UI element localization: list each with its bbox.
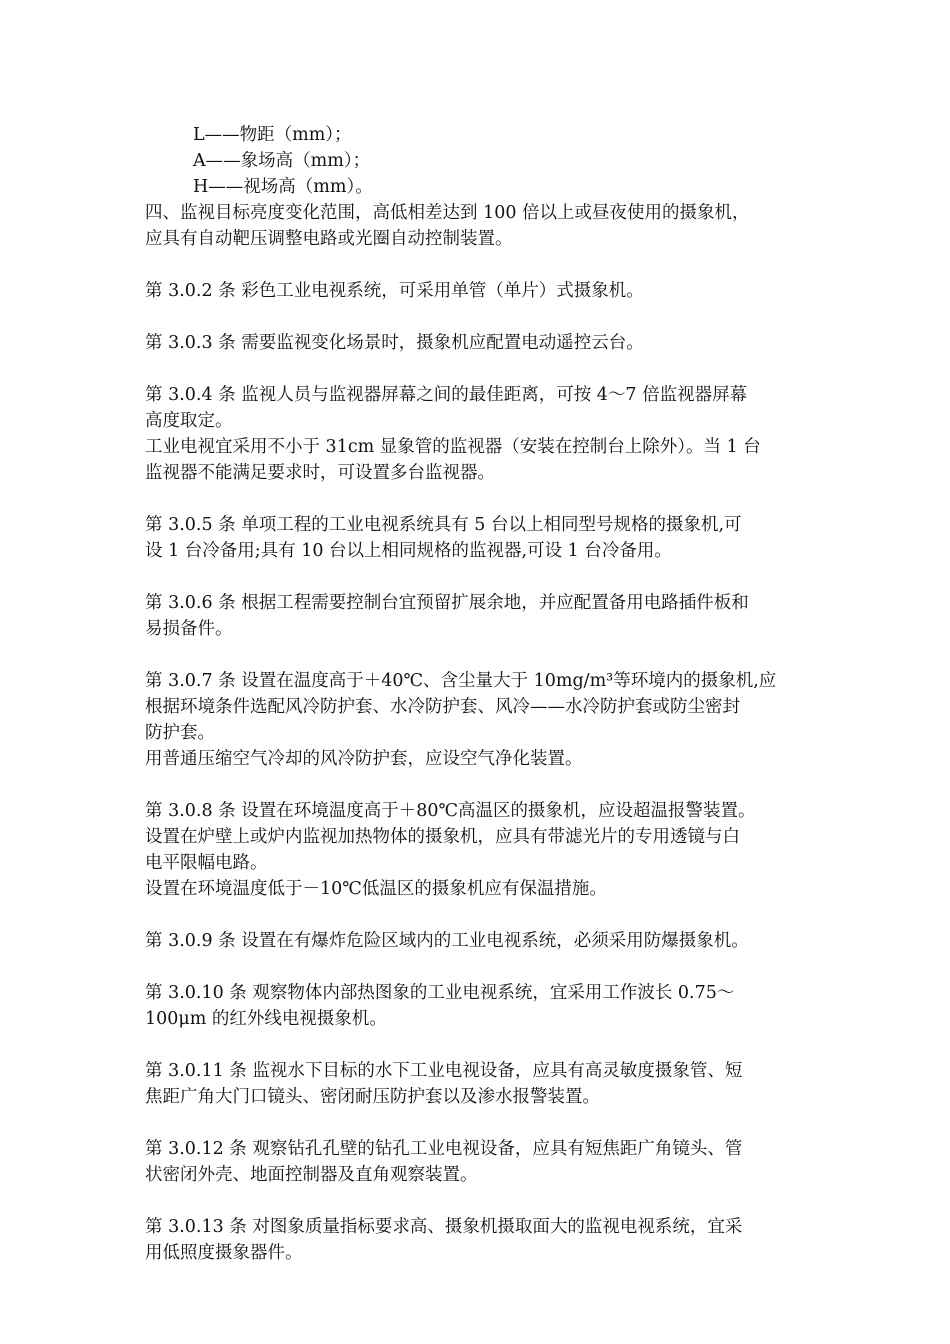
text-line: 第 3.0.9 条 设置在有爆炸危险区域内的工业电视系统，必须采用防爆摄象机。 bbox=[145, 931, 749, 951]
text-line: 第 3.0.2 条 彩色工业电视系统，可采用单管（单片）式摄象机。 bbox=[145, 281, 644, 301]
text-line: 第 3.0.12 条 观察钻孔孔壁的钻孔工业电视设备，应具有短焦距广角镜头、管 bbox=[145, 1139, 743, 1159]
paragraph-gap bbox=[145, 356, 825, 382]
paragraph-gap bbox=[145, 954, 825, 980]
article-paragraph bbox=[145, 382, 825, 486]
article-paragraph bbox=[145, 928, 825, 954]
text-line: 第 3.0.13 条 对图象质量指标要求高、摄象机摄取面大的监视电视系统，宜采 bbox=[145, 1217, 743, 1237]
text-line: 监视器不能满足要求时，可设置多台监视器。 bbox=[145, 463, 495, 483]
text-line: 工业电视宜采用不小于 31cm 显象管的监视器（安装在控制台上除外）。当 1 台 bbox=[145, 437, 761, 457]
article-paragraph bbox=[145, 798, 825, 902]
article-paragraph bbox=[145, 1136, 825, 1188]
article-paragraph bbox=[145, 512, 825, 564]
text-line: 焦距广角大门口镜头、密闭耐压防护套以及渗水报警装置。 bbox=[145, 1087, 600, 1107]
text-line: 四、监视目标亮度变化范围，高低相差达到 100 倍以上或昼夜使用的摄象机， bbox=[145, 203, 750, 223]
text-line: 应具有自动靶压调整电路或光圈自动控制装置。 bbox=[145, 229, 513, 249]
paragraph-gap bbox=[145, 564, 825, 590]
text-line: 100μm 的红外线电视摄象机。 bbox=[145, 1009, 387, 1029]
article-paragraph bbox=[145, 330, 825, 356]
text-line: 易损备件。 bbox=[145, 619, 233, 639]
paragraph-gap bbox=[145, 252, 825, 278]
text-line: 第 3.0.6 条 根据工程需要控制台宜预留扩展余地，并应配置备用电路插件板和 bbox=[145, 593, 749, 613]
article-paragraph bbox=[145, 980, 825, 1032]
definition-item: H——视场高（mm）。 bbox=[193, 177, 373, 197]
paragraph-gap bbox=[145, 902, 825, 928]
text-line: 第 3.0.11 条 监视水下目标的水下工业电视设备，应具有高灵敏度摄象管、短 bbox=[145, 1061, 743, 1081]
article-paragraph bbox=[145, 278, 825, 304]
article-paragraph bbox=[145, 590, 825, 642]
text-line: 高度取定。 bbox=[145, 411, 233, 431]
text-line: 根据环境条件选配风冷防护套、水冷防护套、风冷——水冷防护套或防尘密封 bbox=[145, 697, 740, 717]
text-line: 第 3.0.8 条 设置在环境温度高于＋80℃高温区的摄象机，应设超温报警装置。 bbox=[145, 801, 756, 821]
text-line: 设置在炉壁上或炉内监视加热物体的摄象机，应具有带滤光片的专用透镜与白 bbox=[145, 827, 740, 847]
text-line: 第 3.0.4 条 监视人员与监视器屏幕之间的最佳距离，可按 4～7 倍监视器屏幕 bbox=[145, 385, 748, 405]
text-line: 用低照度摄象器件。 bbox=[145, 1243, 303, 1263]
text-line: 第 3.0.7 条 设置在温度高于＋40℃、含尘量大于 10mg/m³等环境内的摄象机,应 bbox=[145, 671, 777, 691]
paragraph-gap bbox=[145, 1188, 825, 1214]
text-line: 第 3.0.5 条 单项工程的工业电视系统具有 5 台以上相同型号规格的摄象机,可 bbox=[145, 515, 742, 535]
article-paragraph bbox=[145, 1214, 825, 1266]
text-line: 用普通压缩空气冷却的风冷防护套，应设空气净化装置。 bbox=[145, 749, 583, 769]
paragraph-gap bbox=[145, 642, 825, 668]
text-line: 电平限幅电路。 bbox=[145, 853, 268, 873]
text-line: 状密闭外壳、地面控制器及直角观察装置。 bbox=[145, 1165, 478, 1185]
paragraph-gap bbox=[145, 1110, 825, 1136]
text-line: 设 1 台冷备用;具有 10 台以上相同规格的监视器,可设 1 台冷备用。 bbox=[145, 541, 672, 561]
paragraph-gap bbox=[145, 1032, 825, 1058]
article-paragraph bbox=[145, 200, 825, 252]
text-line: 设置在环境温度低于－10℃低温区的摄象机应有保温措施。 bbox=[145, 879, 607, 899]
definition-item: A——象场高（mm）； bbox=[193, 151, 371, 171]
text-line: 第 3.0.10 条 观察物体内部热图象的工业电视系统，宜采用工作波长 0.75～ bbox=[145, 983, 735, 1003]
text-line: 第 3.0.3 条 需要监视变化场景时，摄象机应配置电动遥控云台。 bbox=[145, 333, 644, 353]
article-paragraph bbox=[145, 1058, 825, 1110]
definition-item: L——物距（mm）； bbox=[193, 125, 352, 145]
paragraph-gap bbox=[145, 772, 825, 798]
document-page bbox=[145, 122, 825, 1266]
paragraph-gap bbox=[145, 486, 825, 512]
paragraph-gap bbox=[145, 304, 825, 330]
article-paragraph bbox=[145, 668, 825, 772]
definition-list bbox=[145, 122, 825, 200]
text-line: 防护套。 bbox=[145, 723, 215, 743]
article-list bbox=[145, 200, 825, 1266]
